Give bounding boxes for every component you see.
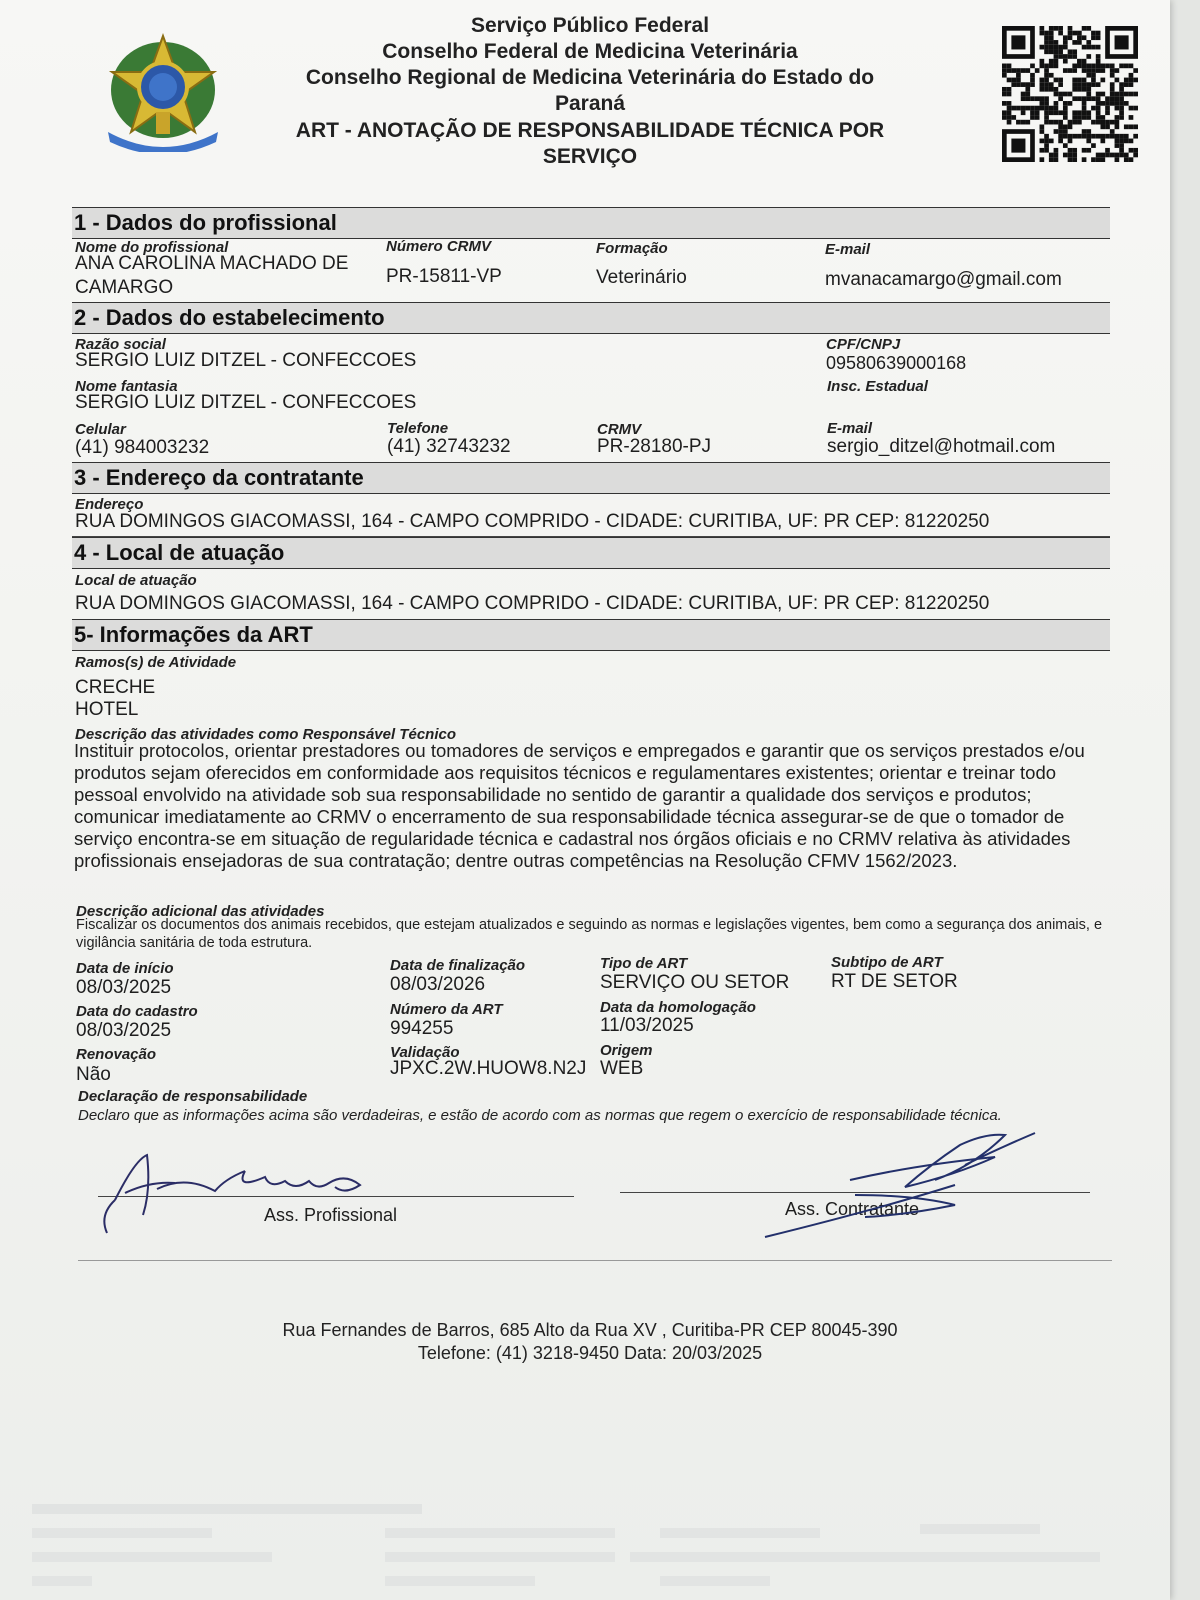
qr-code-icon[interactable]: [1002, 26, 1138, 162]
origem-label: Origem: [600, 1042, 653, 1059]
footer-address: Rua Fernandes de Barros, 685 Alto da Rua XV , Curitiba-PR CEP 80045-390: [282, 1320, 898, 1340]
celular-value: (41) 984003232: [75, 437, 210, 458]
numero-art-label: Número da ART: [390, 1001, 503, 1018]
document-title-line-2: SERVIÇO: [542, 145, 638, 168]
ass-profissional-label: Ass. Profissional: [264, 1205, 398, 1225]
section-2-header: [72, 302, 1110, 334]
ass-contratante-label: Ass. Contratante: [785, 1199, 920, 1219]
nome-profissional-value-2: CAMARGO: [75, 277, 174, 298]
endereco-label: Endereço: [75, 496, 144, 513]
ramo-item: HOTEL: [75, 699, 139, 720]
nome-fantasia-label: Nome fantasia: [75, 378, 178, 395]
descricao-adicional-text: Fiscalizar os documentos dos animais recebidos, que estejam atualizados e seguindo as normas e legislações vigentes, bem como a segurança dos animais, e vigilância sanitária de toda estrutura.: [76, 917, 1103, 951]
ramo-item: CRECHE: [75, 677, 156, 698]
section-4-header: [72, 537, 1110, 569]
cpf-cnpj-label: CPF/CNPJ: [826, 336, 901, 353]
numero-crmv-value: PR-15811-VP: [386, 266, 502, 287]
header-line-1: Serviço Público Federal: [470, 14, 710, 37]
data-finalizacao-label: Data de finalização: [390, 957, 526, 974]
tipo-art-value: SERVIÇO OU SETOR: [600, 972, 790, 993]
section-3-title: 3 - Endereço da contratante: [74, 465, 364, 490]
renovacao-value: Não: [76, 1064, 111, 1085]
descricao-atividades-text: Instituir protocolos, orientar prestadores ou tomadores de serviços e empregados e garantir que os serviços prestados e/ou produtos sejam oferecidos em conformidade aos requisitos técnicos e regulamentares existentes; orientar e treinar todo pessoal envolvido na atividade sob sua responsabilidade no sentido de garantir a qualidade dos serviços e produtos; comunicar imediatamente ao CRMV o encerramento de sua responsabilidade técnica assegurar-se de que o tomador de serviço encontra-se em situação de regularidade técnica e cadastral nos órgãos oficiais e no CRMV relativa às atividades profissionais ensejadoras de sua contratação; dentre outras competências na Resolução CFMV 1562/2023.: [74, 740, 1085, 871]
email-estabelecimento-value: sergio_ditzel@hotmail.com: [827, 436, 1056, 457]
email-estabelecimento-label: E-mail: [827, 420, 873, 437]
declaracao-label: Declaração de responsabilidade: [78, 1088, 308, 1105]
insc-estadual-label: Insc. Estadual: [827, 378, 928, 395]
descricao-adicional-label: Descrição adicional das atividades: [76, 903, 325, 920]
validacao-label: Validação: [390, 1044, 460, 1061]
email-profissional-value: mvanacamargo@gmail.com: [825, 269, 1062, 290]
header-line-4: Paraná: [554, 92, 626, 115]
bleed-through-marks: [30, 1500, 1110, 1595]
section-1-title: 1 - Dados do profissional: [74, 210, 337, 235]
data-homologacao-value: 11/03/2025: [600, 1015, 694, 1036]
telefone-value: (41) 32743232: [387, 436, 511, 457]
celular-label: Celular: [75, 421, 126, 438]
section-4-title: 4 - Local de atuação: [74, 540, 285, 565]
descricao-atividades-label: Descrição das atividades como Responsável Técnico: [75, 726, 456, 743]
tipo-art-label: Tipo de ART: [600, 955, 688, 972]
cpf-cnpj-value: 09580639000168: [826, 353, 967, 373]
header-line-3: Conselho Regional de Medicina Veterinária do Estado do: [305, 66, 875, 89]
ramos-atividade-label: Ramos(s) de Atividade: [75, 654, 237, 671]
local-atuacao-value: RUA DOMINGOS GIACOMASSI, 164 - CAMPO COMPRIDO - CIDADE: CURITIBA, UF: PR CEP: 81220250: [75, 593, 990, 614]
subtipo-art-label: Subtipo de ART: [831, 954, 943, 971]
subtipo-art-value: RT DE SETOR: [831, 971, 958, 992]
razao-social-label: Razão social: [75, 336, 166, 353]
document-title-line-1: ART - ANOTAÇÃO DE RESPONSABILIDADE TÉCNICA POR: [295, 119, 885, 142]
section-5-title: 5- Informações da ART: [74, 622, 313, 647]
numero-crmv-label: Número CRMV: [386, 238, 492, 255]
data-cadastro-value: 08/03/2025: [76, 1020, 172, 1041]
section-5-header: [72, 619, 1110, 651]
formacao-label: Formação: [596, 240, 668, 257]
numero-art-value: 994255: [390, 1018, 454, 1039]
data-cadastro-label: Data do cadastro: [76, 1003, 198, 1020]
renovacao-label: Renovação: [76, 1046, 157, 1063]
crmv-estabelecimento-value: PR-28180-PJ: [597, 436, 712, 457]
nome-fantasia-value: SERGIO LUIZ DITZEL - CONFECCOES: [75, 392, 417, 413]
data-finalizacao-value: 08/03/2026: [390, 974, 486, 995]
endereco-value: RUA DOMINGOS GIACOMASSI, 164 - CAMPO COMPRIDO - CIDADE: CURITIBA, UF: PR CEP: 81220250: [75, 511, 990, 532]
telefone-label: Telefone: [387, 420, 449, 437]
razao-social-value: SERGIO LUIZ DITZEL - CONFECCOES: [75, 350, 417, 371]
footer-phone-date: Telefone: (41) 3218-9450 Data: 20/03/2025: [417, 1343, 763, 1363]
section-2-title: 2 - Dados do estabelecimento: [74, 305, 385, 330]
section-3-header: [72, 462, 1110, 494]
validacao-value: JPXC.2W.HUOW8.N2J: [390, 1058, 587, 1079]
crmv-estabelecimento-label: CRMV: [597, 421, 642, 438]
origem-value: WEB: [600, 1058, 644, 1079]
data-inicio-label: Data de início: [76, 960, 174, 977]
signature-contratante: [755, 1125, 1055, 1245]
formacao-value: Veterinário: [596, 267, 687, 288]
nome-profissional-value-1: ANA CAROLINA MACHADO DE: [75, 253, 349, 274]
nome-profissional-label: Nome do profissional: [75, 239, 229, 256]
header-line-2: Conselho Federal de Medicina Veterinária: [382, 40, 798, 63]
section-1-header: [72, 207, 1110, 239]
signature-profissional: [95, 1145, 385, 1235]
local-atuacao-label: Local de atuação: [75, 572, 197, 589]
data-homologacao-label: Data da homologação: [600, 999, 756, 1016]
footer-divider: [78, 1260, 1112, 1261]
email-profissional-label: E-mail: [825, 241, 871, 258]
data-inicio-value: 08/03/2025: [76, 977, 172, 998]
declaracao-text: Declaro que as informações acima são verdadeiras, e estão de acordo com as normas que regem o exercício de responsabilidade técnica.: [78, 1107, 1002, 1124]
